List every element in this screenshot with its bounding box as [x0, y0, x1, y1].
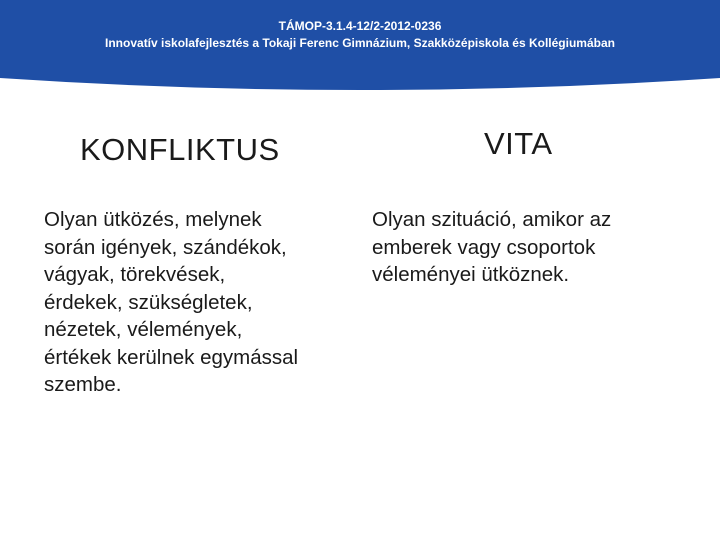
header-text [0, 18, 720, 52]
project-code: TÁMOP-3.1.4-12/2-2012-0236 [278, 19, 442, 33]
vita-heading: VITA [484, 126, 553, 161]
konfliktus-heading: KONFLIKTUS [80, 132, 280, 167]
vita-definition: Olyan szituáció, amikor az emberek vagy csoportok véleményei ütköznek. [372, 208, 612, 286]
project-title: Innovatív iskolafejlesztés a Tokaji Ferenc Gimnázium, Szakközépiskola és Kollégiumában [105, 36, 615, 50]
konfliktus-definition: Olyan ütközés, melynek során igények, szándékok, vágyak, törekvések, érdekek, szükségletek, nézetek, vélemények, értékek kerülnek egymással szembe. [44, 208, 299, 396]
